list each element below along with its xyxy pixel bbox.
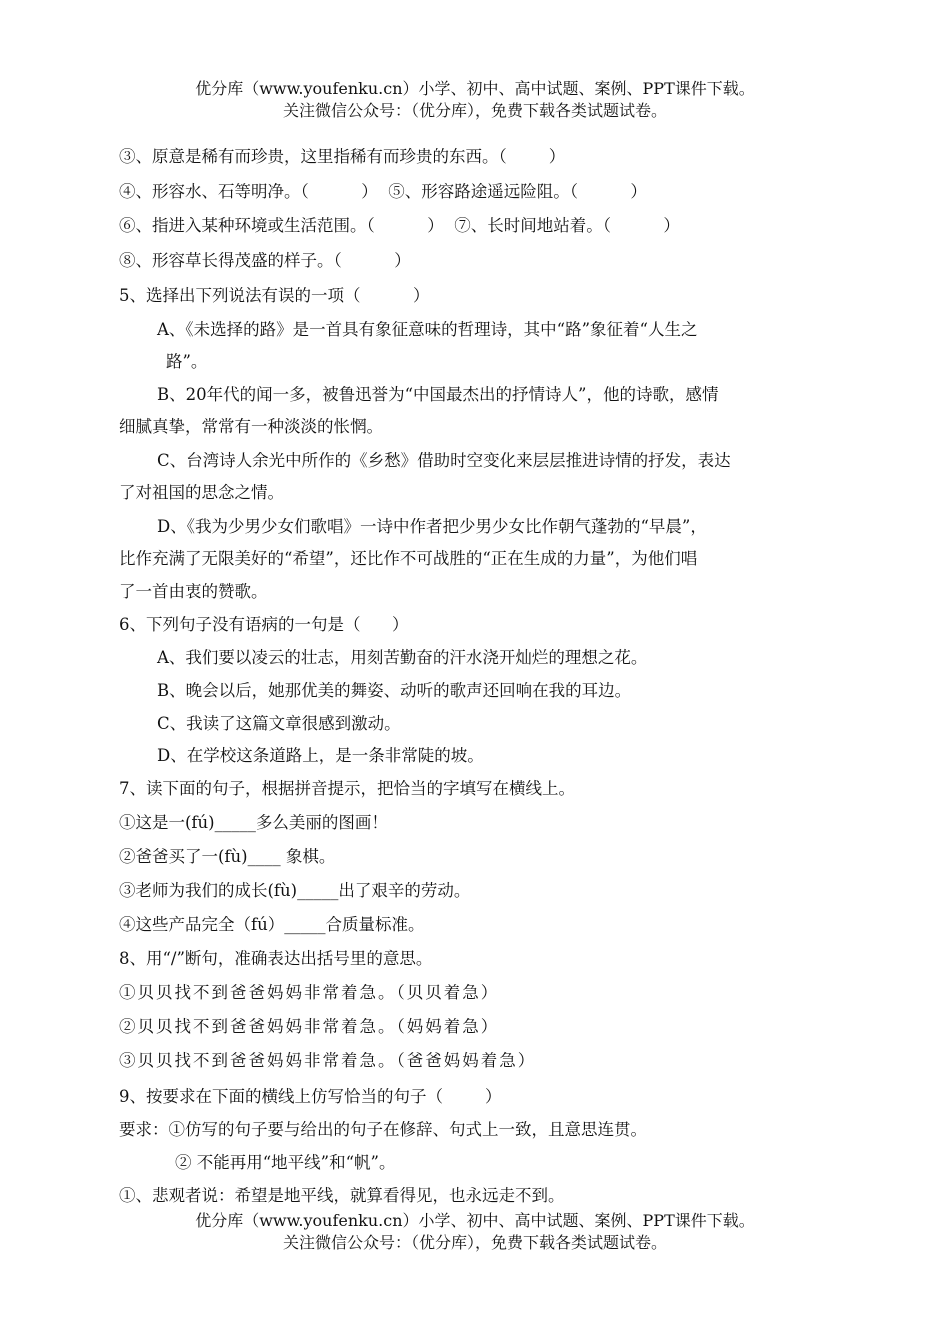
question-5-option-c: C、台湾诗人余光中所作的《乡愁》借助时空变化来层层推进诗情的抒发，表达	[157, 451, 731, 470]
question-7-item-4: ④这些产品完全（fú）_____合质量标准。	[119, 915, 425, 934]
question-6-stem: 6、下列句子没有语病的一句是（ ）	[119, 615, 409, 634]
question-5-stem: 5、选择出下列说法有误的一项（ ）	[119, 286, 430, 305]
question-8-stem: 8、用“/”断句，准确表达出括号里的意思。	[119, 949, 433, 968]
question-9-example: ①、悲观者说：希望是地平线，就算看得见，也永远走不到。	[119, 1186, 565, 1205]
question-5-option-d-cont-2: 了一首由衷的赞歌。	[119, 582, 268, 601]
question-9-stem: 9、按要求在下面的横线上仿写恰当的句子（ ）	[119, 1087, 502, 1106]
question-8-item-3: ③贝贝找不到爸爸妈妈非常着急。（爸爸妈妈着急）	[119, 1051, 537, 1070]
question-7-stem: 7、读下面的句子，根据拼音提示，把恰当的字填写在横线上。	[119, 779, 575, 798]
question-4-item-8: ⑧、形容草长得茂盛的样子。（ ）	[119, 251, 411, 270]
question-6-option-b: B、晚会以后，她那优美的舞姿、动听的歌声还回响在我的耳边。	[157, 681, 632, 700]
question-5-option-b-cont: 细腻真挚，常常有一种淡淡的怅惘。	[119, 417, 383, 436]
page-footer	[0, 1210, 950, 1254]
question-6-option-c: C、我读了这篇文章很感到激动。	[157, 714, 401, 733]
question-5-option-b: B、20年代的闻一多，被鲁迅誉为“中国最杰出的抒情诗人”，他的诗歌，感情	[157, 385, 719, 404]
question-6-option-a: A、我们要以凌云的壮志，用刻苦勤奋的汗水浇开灿烂的理想之花。	[157, 648, 648, 667]
question-5-option-a: A、《未选择的路》是一首具有象征意味的哲理诗，其中“路”象征着“人生之	[157, 320, 698, 339]
question-5-option-a-cont: 路”。	[166, 352, 208, 371]
footer-line-2: 关注微信公众号：（优分库），免费下载各类试题试卷。	[282, 1233, 667, 1252]
footer-line-1: 优分库（www.youfenku.cn）小学、初中、高中试题、案例、PPT课件下载。	[195, 1211, 755, 1230]
question-7-item-2: ②爸爸买了一(fù)____ 象棋。	[119, 847, 336, 866]
header-line-2: 关注微信公众号：（优分库），免费下载各类试题试卷。	[282, 101, 667, 120]
question-8-item-1: ①贝贝找不到爸爸妈妈非常着急。（贝贝着急）	[119, 983, 500, 1002]
question-4-item-6-7: ⑥、指进入某种环境或生活范围。（ ） ⑦、长时间地站着。（ ）	[119, 216, 680, 235]
question-4-item-4-5: ④、形容水、石等明净。（ ） ⑤、形容路途遥远险阻。（ ）	[119, 182, 647, 201]
question-7-item-1: ①这是一(fú)_____多么美丽的图画！	[119, 813, 388, 832]
question-8-item-2: ②贝贝找不到爸爸妈妈非常着急。（妈妈着急）	[119, 1017, 500, 1036]
question-5-option-c-cont: 了对祖国的思念之情。	[119, 483, 284, 502]
question-5-option-d: D、《我为少男少女们歌唱》一诗中作者把少男少女比作朝气蓬勃的“早晨”，	[157, 517, 707, 536]
question-6-option-d: D、在学校这条道路上，是一条非常陡的坡。	[157, 746, 484, 765]
question-5-option-d-cont-1: 比作充满了无限美好的“希望”，还比作不可战胜的“正在生成的力量”，为他们唱	[119, 549, 698, 568]
question-7-item-3: ③老师为我们的成长(fù)_____出了艰辛的劳动。	[119, 881, 471, 900]
question-9-requirement-2: ② 不能再用“地平线”和“帆”。	[175, 1153, 396, 1172]
header-line-1: 优分库（www.youfenku.cn）小学、初中、高中试题、案例、PPT课件下载。	[195, 79, 755, 98]
question-9-requirement-1: 要求：①仿写的句子要与给出的句子在修辞、句式上一致，且意思连贯。	[119, 1120, 647, 1139]
page-header	[0, 78, 950, 122]
question-4-item-3: ③、原意是稀有而珍贵，这里指稀有而珍贵的东西。（ ）	[119, 147, 566, 166]
